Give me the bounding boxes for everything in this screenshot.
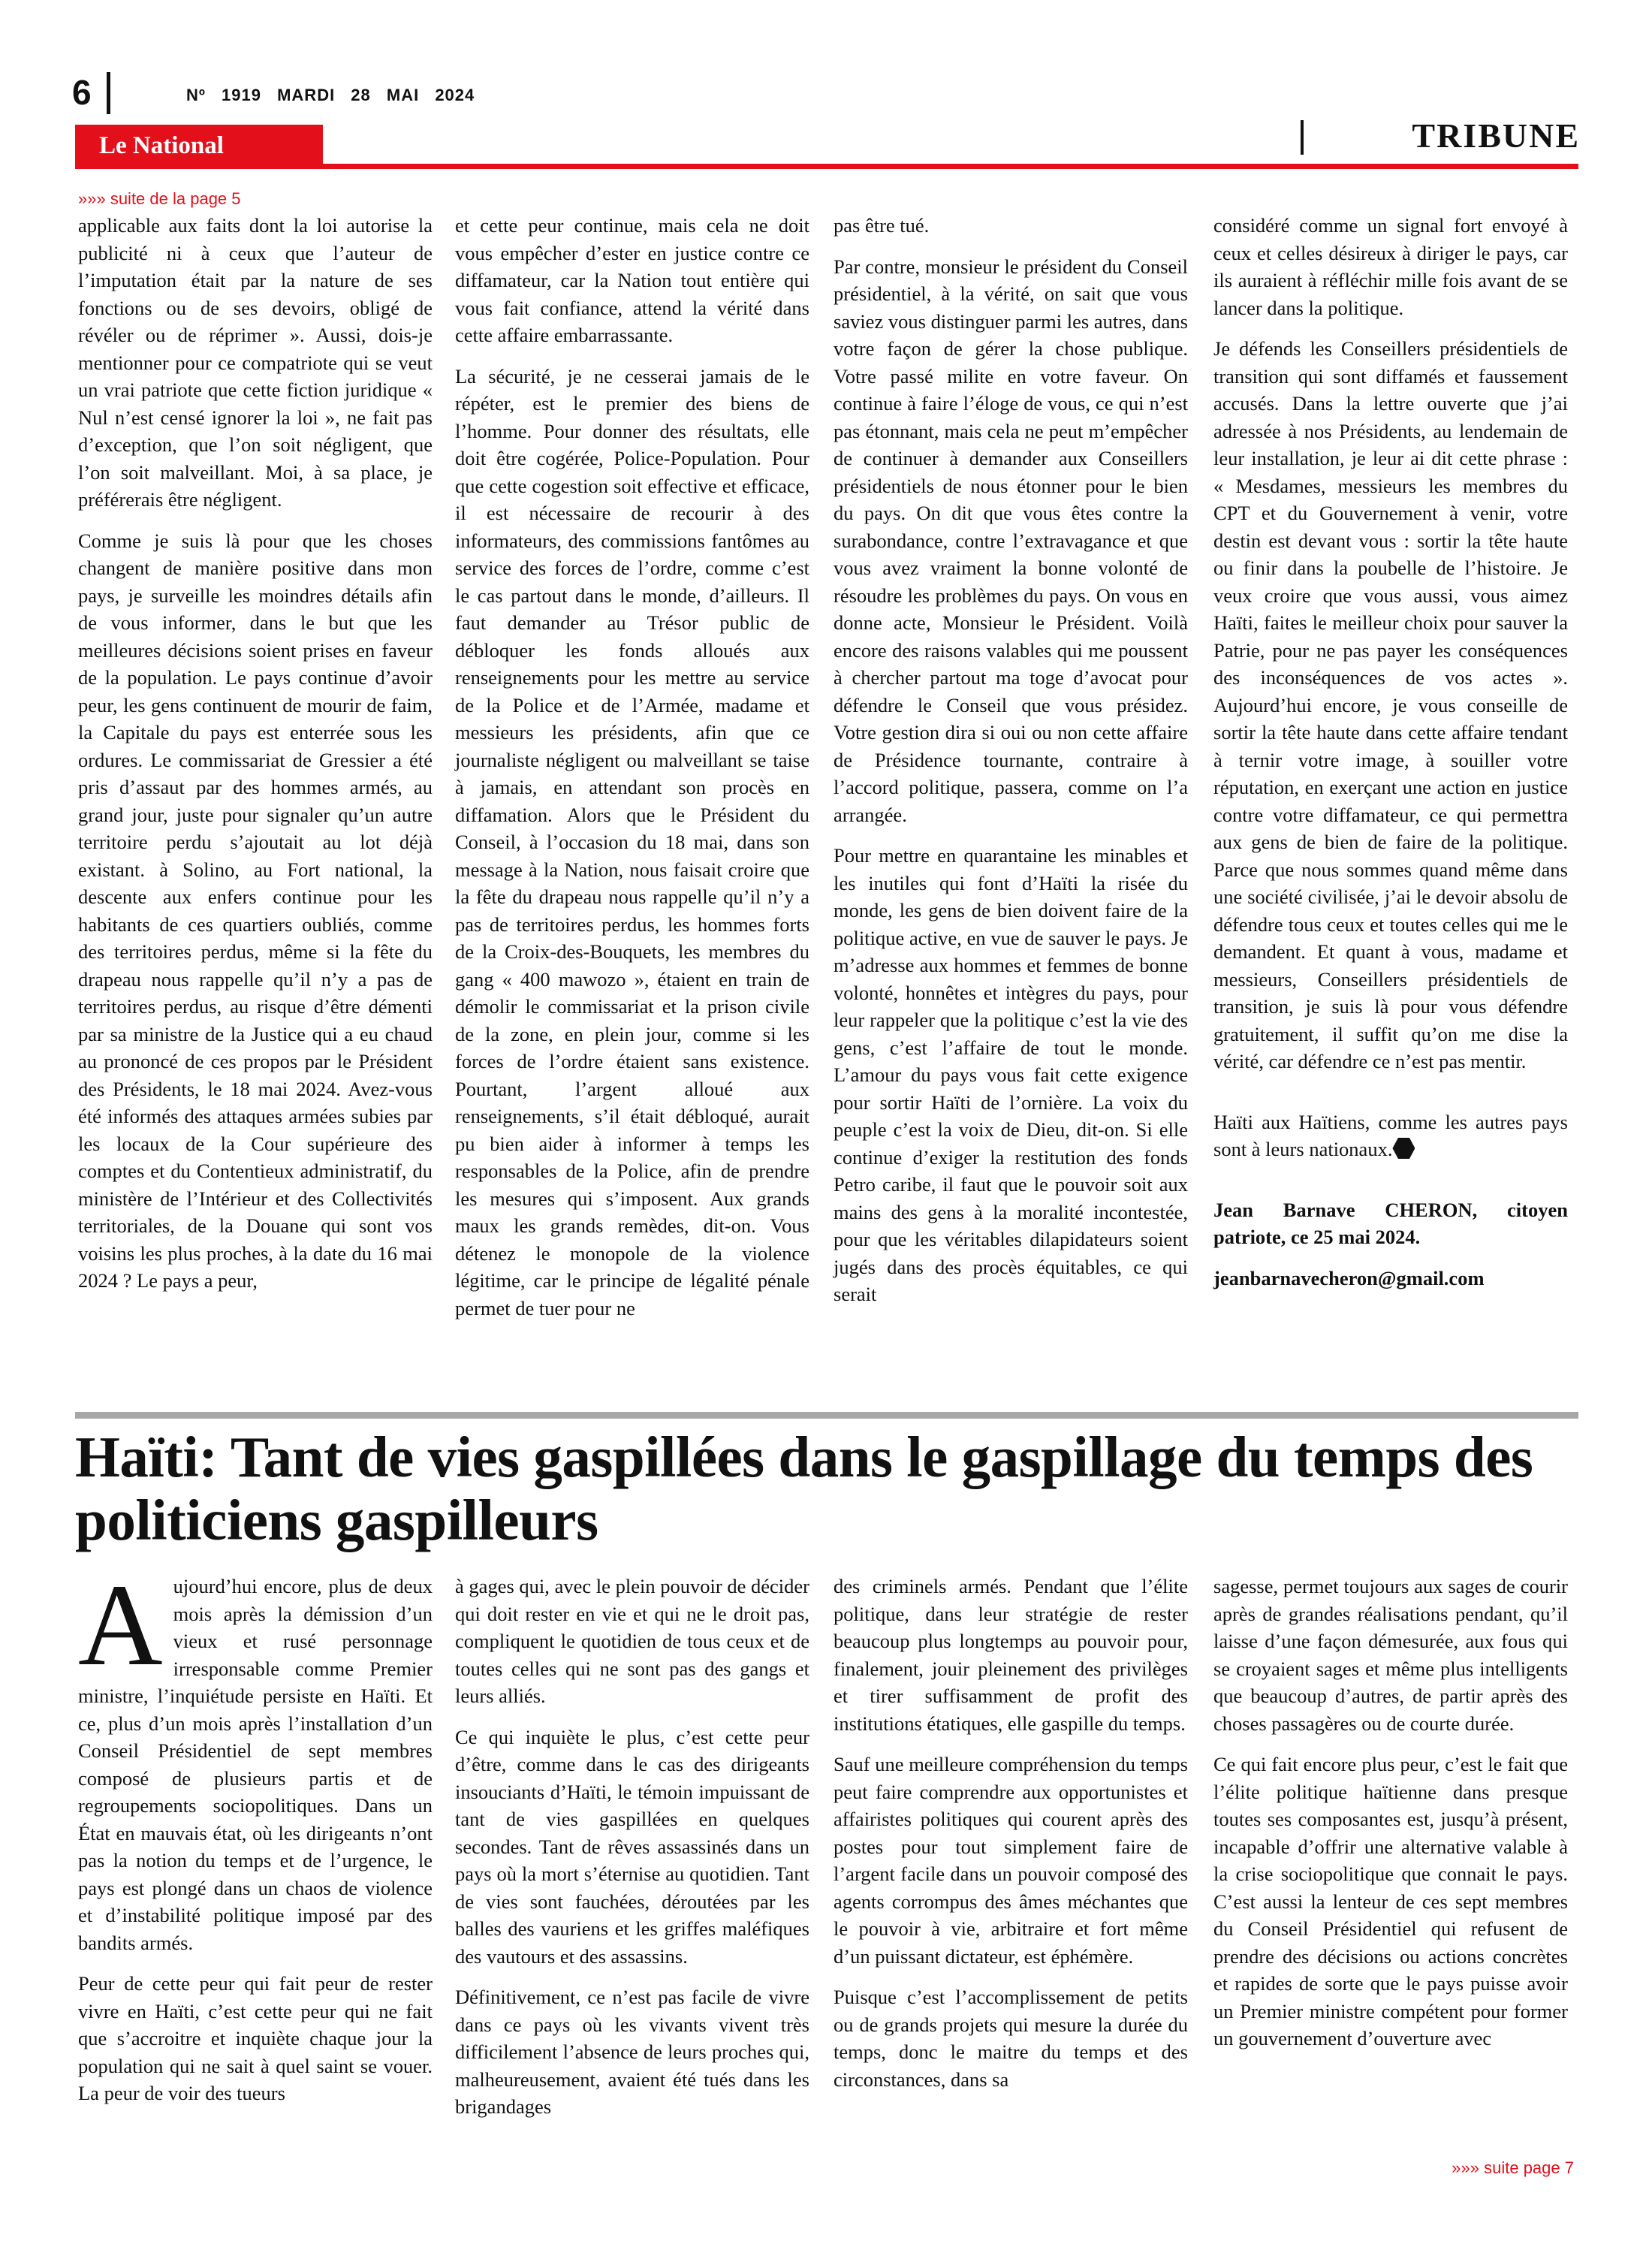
paragraph: pas être tué. <box>834 214 930 237</box>
paragraph: Sauf une meilleure compréhension du temps peut faire comprendre aux opportunistes et affairistes politiques qui courent après des postes pour tout simplement faire de l’argent facile dans un pouvoir composé des agents corrompus des âmes méchantes que le pouvoir à vie, arbitraire et fort même d’un puissant dictateur, est éphémère. <box>834 1753 1188 1968</box>
tribune-column-1 <box>78 212 433 1380</box>
paragraph: et cette peur continue, mais cela ne doit vous empêcher d’ester en justice contre ce diffamateur, car la Nation tout entière qui vous fait confiance, attend la vérité dans cette affaire embarrassante. <box>455 214 809 346</box>
continued-to-note: »»» suite page 7 <box>1452 2158 1574 2177</box>
section-divider <box>1301 120 1304 155</box>
paragraph: Par contre, monsieur le président du Conseil présidentiel, à la vérité, on sait que vous saviez vous distinguer parmi les autres, dans votre façon de gérer la chose publique. Votre passé milite en votre faveur. On continue à faire l’éloge de vous, ce qui n’est pas étonnant, mais cela ne peut m’empêcher de continuer à demander aux Conseillers présidentiels de nous étonner pour le bien du pays. On dit que vous êtes contre la surabondance, contre l’extravagance et que vous avez vraiment la bonne volonté de résoudre les problèmes du pays. On vous en donne acte, Monsieur le Président. Voilà encore des raisons valables qui me poussent à chercher partout ma toge d’avocat pour défendre le Conseil que vous présidez. Votre gestion dira si oui ou non cette affaire de Présidence tournante, contraire à l’accord politique, passera, comme on l’a arrangée. <box>834 255 1188 826</box>
drop-cap: A <box>78 1560 163 1690</box>
article-headline: Haïti: Tant de vies gaspillées dans le gaspillage du temps des politiciens gaspilleurs <box>75 1425 1533 1552</box>
end-mark-icon <box>1392 1138 1415 1159</box>
paragraph: sagesse, permet toujours aux sages de courir après de grandes réalisations pendant, qu’il laisse d’une façon démesurée, aux fous qui se croyaient sages et même plus intelligents que beaucoup d’autres, de partir après des choses passagères ou de courte durée. <box>1213 1575 1568 1735</box>
paragraph <box>78 1560 433 1956</box>
paragraph-text: ujourd’hui encore, plus de deux mois après la démission d’un vieux et rusé personnage irresponsable comme Premier ministre, l’inquiétude persiste en Haïti. Et ce, plus d’un mois après l’installation d’un Conseil Présidentiel de sept membres composé de plusieurs partis et de regroupements sociopolitiques. Dans un État en mauvais état, où les dirigeants n’ont pas la notion du temps et de l’urgence, le pays est plongé dans un chaos de violence et d’instabilité politique imposé par des bandits armés. <box>78 1575 433 1954</box>
header-rule <box>75 164 1578 169</box>
paragraph: des criminels armés. Pendant que l’élite politique, dans leur stratégie de rester beaucoup plus longtemps au pouvoir pour, finalement, jouir pleinement des privilèges et tirer suffisamment de profit des institutions étatiques, elle gaspille du temps. <box>834 1575 1188 1735</box>
author-email: jeanbarnavecheron@gmail.com <box>1213 1266 1485 1289</box>
brand-tab-slope <box>285 125 317 164</box>
paragraph: Ce qui inquiète le plus, c’est cette peur d’être, comme dans le cas des dirigeants insouciants d’Haïti, le témoin impuissant de tant de vies gaspillées en quelques secondes. Tant de rêves assassinés dans un pays où la mort s’éternise au quotidien. Tant de vies sont fauchées, déroutées par les balles des vauriens et les griffes maléfiques des vautours et des assassins. <box>455 1725 809 1968</box>
paragraph: Pour mettre en quarantaine les minables et les inutiles qui font d’Haïti la risée du monde, les gens de bien doivent faire de la politique active, en vue de sauver le pays. Je m’adresse aux hommes et femmes de bonne volonté, honnêtes et intègres du pays, pour leur rappeler que la politique c’est la vie des gens, c’est l’affaire de tout le monde. L’amour du pays vous fait cette exigence pour sortir Haïti de l’ornière. La voix du peuple c’est la voix de Dieu, dit-on. Si elle continue d’exiger la restitution des fonds Petro caribe, il faut que le pouvoir soit aux mains des gens à la moralité incontestée, pour que les véritables dilapidateurs soient jugés dans des procès équitables, ce qui serait <box>834 844 1188 1305</box>
closing-line <box>1213 1108 1568 1163</box>
paragraph: Puisque c’est l’accomplissement de petits ou de grands projets qui mesure la durée du temps, donc le maitre du temps et des circonstances, dans sa <box>834 1986 1188 2091</box>
article-column-3 <box>834 1573 1188 2143</box>
author-signature: Jean Barnave CHERON, citoyen patriote, ce 25 mai 2024. <box>1213 1198 1568 1248</box>
page-number-divider <box>107 72 110 114</box>
paragraph: à gages qui, avec le plein pouvoir de décider qui doit rester en vie et qui ne le droit pas, compliquent le quotidien de tous ceux et de toutes celles qui ne sont pas des gangs et leurs alliés. <box>455 1575 809 1707</box>
issue-line: Nº 1919 MARDI 28 MAI 2024 <box>186 86 475 104</box>
closing-text: Haïti aux Haïtiens, comme les autres pays sont à leurs nationaux. <box>1213 1110 1568 1160</box>
paragraph: Ce qui fait encore plus peur, c’est le fait que l’élite politique haïtienne dans presque toutes ses composantes est, jusqu’à présent, incapable d’offrir une alternative valable à la crise sociopolitique que connait le pays. C’est aussi la lenteur de ces sept membres du Conseil Présidentiel qui refusent de prendre des décisions ou actions concrètes et rapides de sorte que le pays puisse avoir un Premier ministre compétent pour former un gouvernement d’ouverture avec <box>1213 1753 1568 2049</box>
paragraph: La sécurité, je ne cesserai jamais de le répéter, est le premier des biens de l’homme. Pour donner des résultats, elle doit être cogérée, Police-Population. Pour que cette cogestion soit effective et efficace, il est nécessaire de recourir à des informateurs, des commissions fantômes au service des forces de l’ordre, comme c’est le cas partout dans le monde, d’ailleurs. Il faut demander au Trésor public de débloquer les fonds alloués aux renseignements pour les mettre au service de la Police et de l’Armée, madame et messieurs les présidents, afin que ce journaliste négligent ou malveillant se taise à jamais, en attendant son procès en diffamation. Alors que le Président du Conseil, à l’occasion du 18 mai, dans son message à la Nation, nous faisait croire que la fête du drapeau nous rappelle qu’il n’y a pas de territoires perdus, les hommes forts de la Croix-des-Bouquets, les membres du gang « 400 mawozo », étaient en train de démolir le commissariat et la prison civile de la zone, en plein jour, comme si les forces de l’ordre étaient sans existence. Pourtant, l’argent alloué aux renseignements, s’il était débloqué, aurait pu bien aider à informer à temps les responsables de la Police, afin de prendre les mesures qui s’imposent. Aux grands maux les grands remèdes, dit-on. Vous détenez le monopole de la violence légitime, car le principe de légalité pénale permet de tuer pour ne <box>455 364 809 1320</box>
article-column-1 <box>78 1560 433 2143</box>
paragraph: Je défends les Conseillers présidentiels de transition qui sont diffamés et faussement accusés. Dans la lettre ouverte que j’ai adressée à nos Présidents, au lendemain de leur installation, je leur ai dit cette phrase : « Mesdames, messieurs les membres du CPT et du Gouvernement à venir, votre destin est devant vous : sortir la tête haute ou finir dans la poubelle de l’histoire. Je veux croire que vous aussi, vous aimez Haïti, faites le meilleur choix pour sauver la Patrie, pour ne pas payer les conséquences des inconséquences de vos actes ». Aujourd’hui encore, je vous conseille de sortir la tête haute dans cette affaire tendant à ternir votre image, à souiller votre réputation, en exerçant une action en justice contre votre diffamateur, ce qui permettra aux gens de bien de faire de la politique. Parce que nous sommes quand même dans une société civilisée, j’ai le devoir absolu de défendre tous ceux et toutes celles qui me le demandent. Et quant à vous, madame et messieurs, Conseillers présidentiels de transition, je suis là pour vous défendre gratuitement, il suffit qu’on me dise la vérité, car défendre ce n’est pas mentir. <box>1213 337 1568 1072</box>
newspaper-brand: Le National <box>99 132 224 159</box>
article-column-2 <box>455 1573 809 2143</box>
paragraph: Peur de cette peur qui fait peur de rester vivre en Haïti, c’est cette peur qui ne fait que s’accroitre et inquiète chaque jour la population qui ne sait à quel saint se vouer. La peur de voir des tueurs <box>78 1972 433 2104</box>
paragraph: considéré comme un signal fort envoyé à ceux et celles désireux à diriger le pays, car ils auraient à réfléchir mille fois avant de se lancer dans la politique. <box>1213 214 1568 319</box>
continued-from-note: »»» suite de la page 5 <box>78 189 241 208</box>
article-column-4 <box>1213 1573 1568 2143</box>
tribune-column-3 <box>834 212 1188 1380</box>
page-number: 6 <box>72 73 92 112</box>
paragraph: Comme je suis là pour que les choses changent de manière positive dans mon pays, je surveille les moindres détails afin de vous informer, dans le but que les meilleures décisions soient prises en faveur de la population. Le pays continue d’avoir peur, les gens continuent de mourir de faim, la Capitale du pays est enterrée sous les ordures. Le commissariat de Gressier a été pris d’assaut par des hommes armés, au grand jour, juste pour signaler qu’un autre territoire perdu s’ajoutait au lot déjà existant. à Solino, au Fort national, la descente aux enfers continue pour les habitants de ces quartiers oubliés, comme des territoires perdus, même si la fête du drapeau nous rappelle qu’il n’y a pas de territoires perdus, au risque d’être démenti par sa ministre de la Justice qui a eu chaud au prononcé de ces propos par le Président des Présidents, le 18 mai 2024. Avez-vous été informés des attaques armées subies par les locaux de la Cour supérieure des comptes et du Contentieux administratif, du ministère de l’Intérieur et des Collectivités territoriales, de la Douane qui sont vos voisins les plus proches, à la date du 16 mai 2024 ? Le pays a peur, <box>78 529 433 1292</box>
tribune-column-4 <box>1213 212 1568 1380</box>
article-separator <box>75 1412 1578 1419</box>
paragraph: Définitivement, ce n’est pas facile de vivre dans ce pays où les vivants vivent très difficilement l’absence de leurs proches qui, malheureusement, avaient été tués dans les brigandages <box>455 1986 809 2118</box>
tribune-column-2 <box>455 212 809 1380</box>
section-title: TRIBUNE <box>1412 116 1580 155</box>
paragraph: applicable aux faits dont la loi autorise la publicité ni à ceux que l’auteur de l’imputation était par la nature de ses fonctions ou de ses devoirs, obligé de révéler ou de réprimer ». Aussi, dois-je mentionner pour ce compatriote qui se veut un vrai patriote que cette fiction juridique « Nul n’est censé ignorer la loi », ne fait pas d’exception, que l’on soit négligent, que l’on soit malveillant. Moi, à sa place, je préférerais être négligent. <box>78 214 433 511</box>
